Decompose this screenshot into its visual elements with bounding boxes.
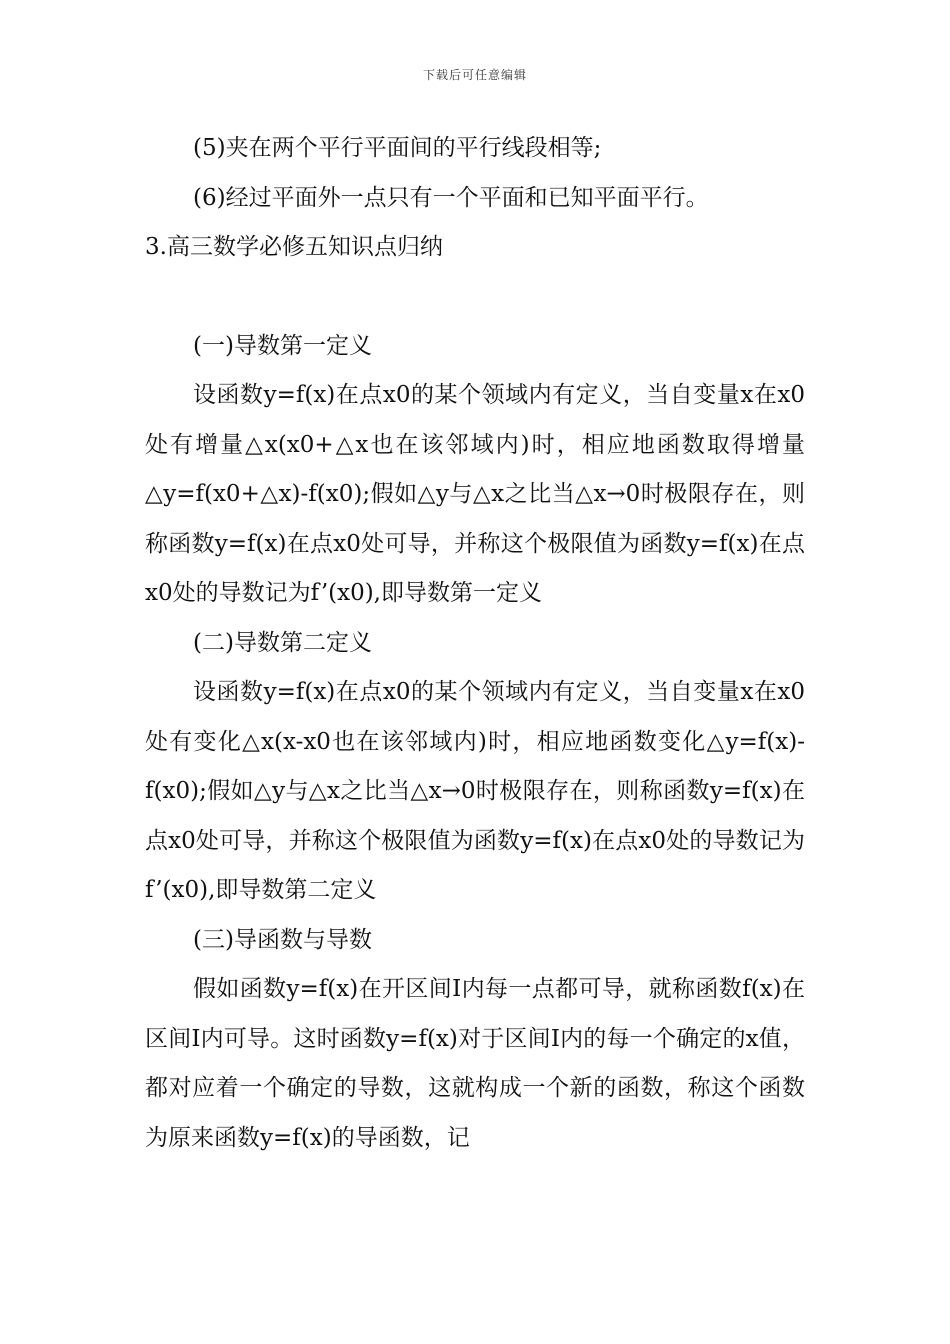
subsection-title-3: (三)导函数与导数 <box>193 926 372 953</box>
section-heading: 3.高三数学必修五知识点归纳 <box>145 234 443 260</box>
subsection-title-2: (二)导数第二定义 <box>193 629 372 656</box>
list-item-5: (5)夹在两个平行平面间的平行线段相等; <box>193 135 602 161</box>
paragraph-3: 假如函数y=f(x)在开区间I内每一点都可导，就称函数f(x)在区间I内可导。这时函数y=f(x)对于区间I内的每一个确定的x值，都对应着一个确定的导数，这就构成一个新的函数，称这个函数为原来函数y=f(x)的导函数，记 <box>145 976 805 1151</box>
list-item-6: (6)经过平面外一点只有一个平面和已知平面平行。 <box>193 184 709 211</box>
subsection-title-1: (一)导数第一定义 <box>193 332 372 359</box>
page-header: 下载后可任意编辑 <box>422 68 527 82</box>
blank-line <box>145 273 805 322</box>
paragraph-1: 设函数y=f(x)在点x0的某个领域内有定义，当自变量x在x0处有增量△x(x0+△x也在该邻域内)时，相应地函数取得增量△y=f(x0+△x)-f(x0);假如△y与△x之比当△x→0时极限存在，则称函数y=f(x)在点x0处可导，并称这个极限值为函数y=f(x)在点x0处的导数记为f’(x0),即导数第一定义 <box>145 382 805 606</box>
paragraph-2: 设函数y=f(x)在点x0的某个领域内有定义，当自变量x在x0处有变化△x(x-x0也在该邻域内)时，相应地函数变化△y=f(x)-f(x0);假如△y与△x之比当△x→0时极限存在，则称函数y=f(x)在点x0处可导，并称这个极限值为函数y=f(x)在点x0处的导数记为f’(x0),即导数第二定义 <box>145 679 805 903</box>
document-body <box>145 124 805 1163</box>
